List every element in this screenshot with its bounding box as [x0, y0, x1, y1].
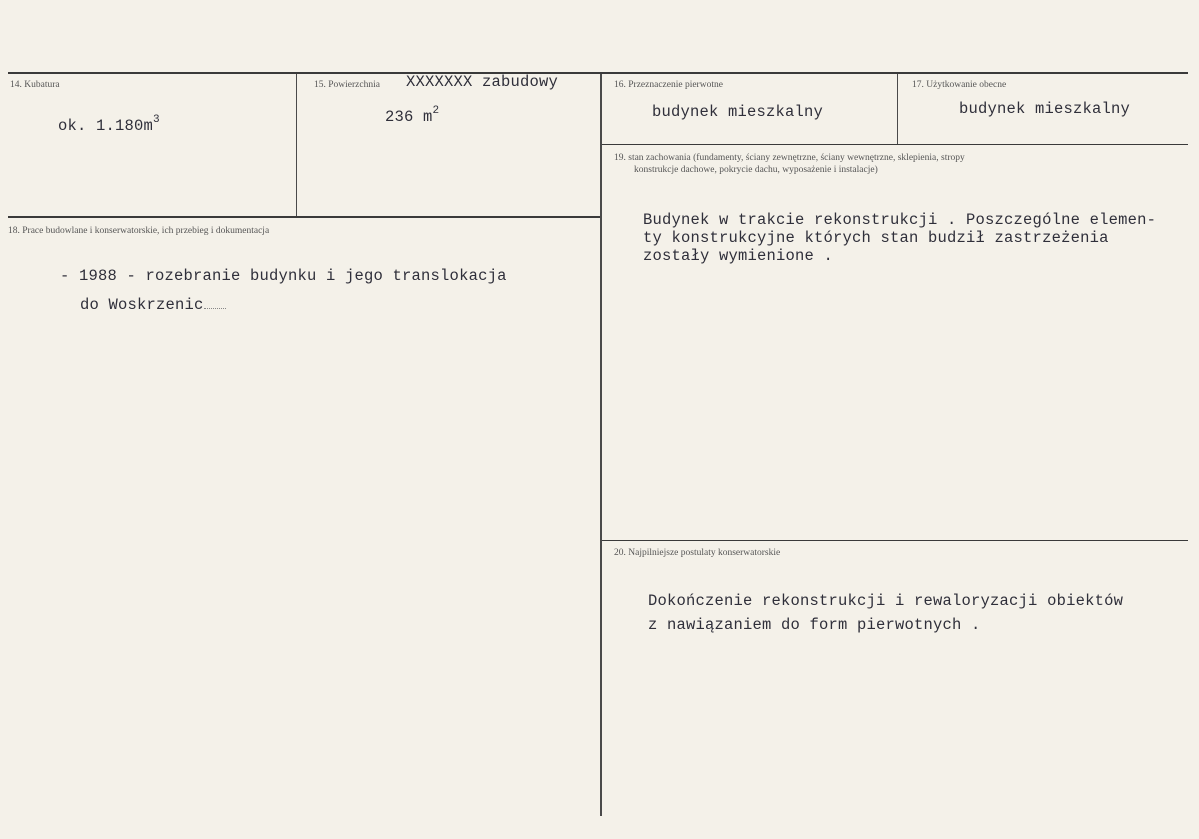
field-17-value: budynek mieszkalny — [959, 100, 1131, 118]
field-19-line-1: Budynek w trakcie rekonstrukcji . Poszczególne elemen- — [643, 211, 1157, 229]
divider-14-15 — [296, 74, 297, 216]
field-18-label: 18. Prace budowlane i konserwatorskie, ich przebieg i dokumentacja — [8, 226, 270, 236]
field-16-label: 16. Przeznaczenie pierwotne — [614, 80, 723, 90]
field-20-label: 20. Najpilniejsze postulaty konserwatorskie — [614, 548, 781, 558]
line-under-16-17 — [602, 144, 1188, 145]
line-above-20 — [602, 540, 1188, 541]
field-20-line-2: z nawiązaniem do form pierwotnych . — [648, 616, 981, 634]
field-19-label-line-2: konstrukcje dachowe, pokrycie dachu, wyposażenie i instalacje) — [634, 165, 878, 175]
field-18-line-2 — [80, 296, 226, 314]
divider-center — [600, 74, 602, 816]
field-15-label-suffix: zabudowy — [482, 73, 559, 91]
field-15-value-sup: 2 — [432, 105, 440, 117]
dotted-fill-line — [204, 307, 226, 309]
field-15-typed-header — [406, 73, 558, 91]
field-17-label: 17. Użytkowanie obecne — [912, 80, 1007, 90]
field-15-value-text: 236 m — [385, 108, 433, 126]
field-15-label — [314, 80, 380, 90]
divider-16-17 — [897, 74, 898, 144]
field-19-line-2: ty konstrukcyjne których stan budził zastrzeżenia — [643, 229, 1109, 247]
field-19-label-line-1: 19. stan zachowania (fundamenty, ściany zewnętrzne, ściany wewnętrzne, sklepienia, stropy — [614, 153, 965, 163]
field-20-line-1: Dokończenie rekonstrukcji i rewaloryzacji obiektów — [648, 592, 1124, 610]
field-19-line-3: zostały wymienione . — [643, 247, 834, 265]
field-18-line-2-text: do Woskrzenic — [80, 296, 204, 314]
field-15-label-prefix: 15. Powierzchnia — [314, 80, 380, 90]
field-14-value-text: ok. 1.180m — [58, 117, 154, 135]
field-14-value — [58, 114, 160, 135]
field-15-value — [385, 105, 439, 126]
line-under-14-15 — [8, 216, 600, 218]
field-14-label: 14. Kubatura — [10, 80, 60, 90]
field-14-value-sup: 3 — [153, 114, 160, 126]
field-18-line-1: - 1988 - rozebranie budynku i jego translokacja — [60, 267, 507, 285]
top-border-line — [8, 72, 1188, 74]
field-16-value: budynek mieszkalny — [652, 103, 824, 121]
field-15-strikeout: XXXXXXX — [406, 73, 473, 91]
